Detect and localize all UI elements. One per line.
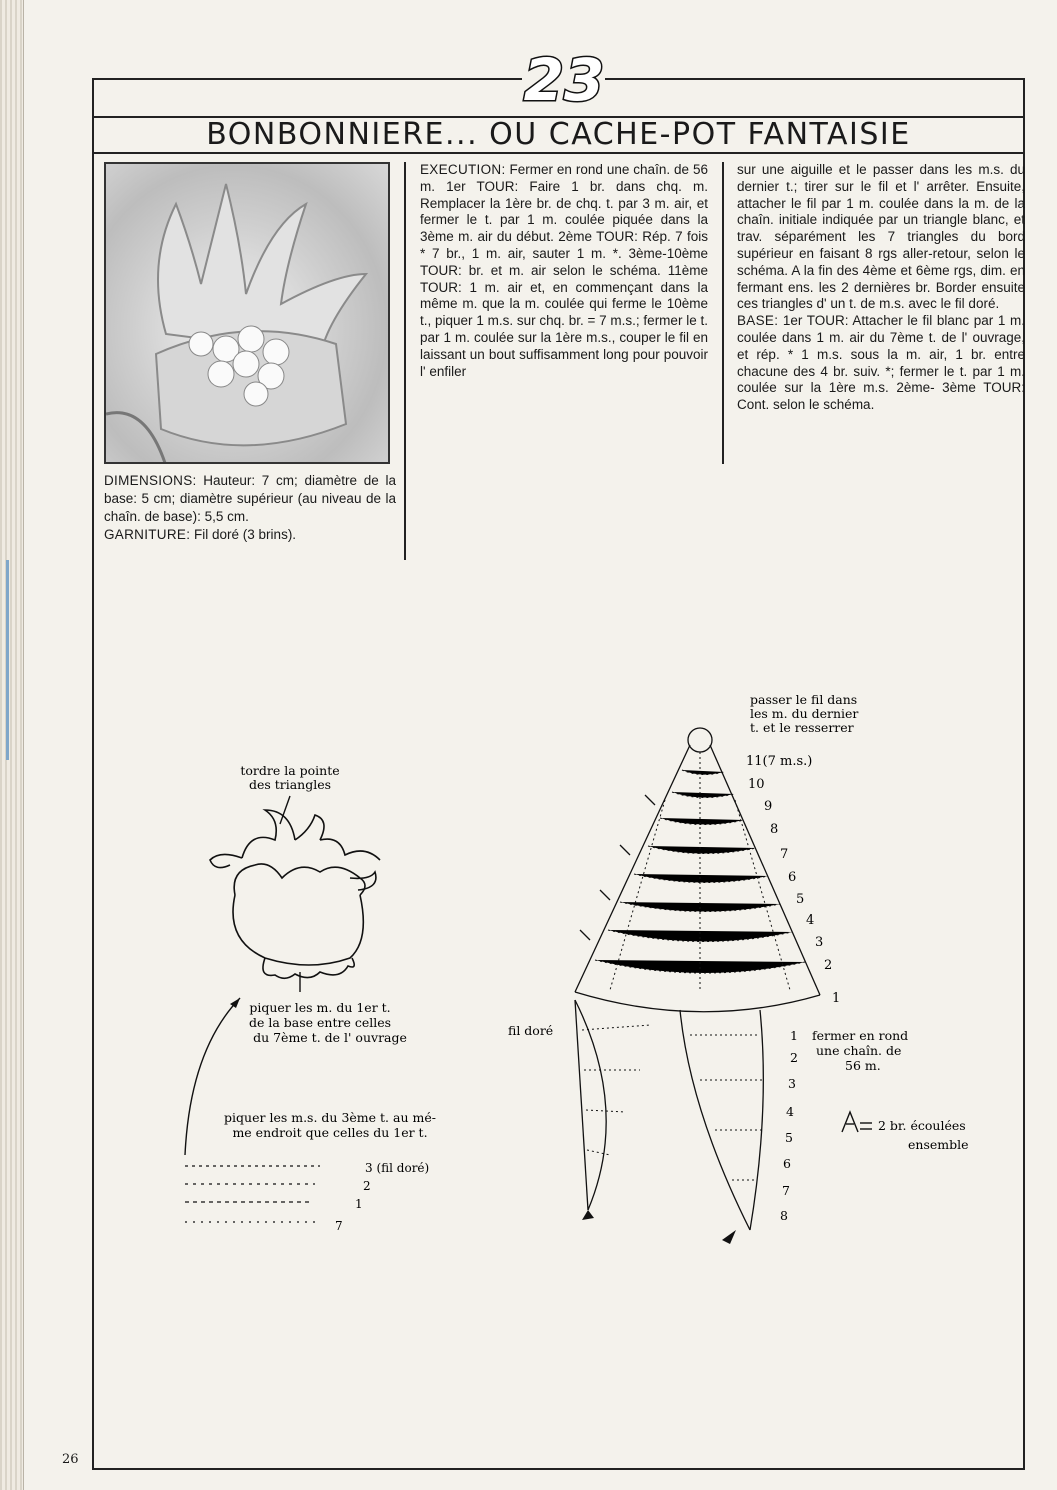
base-row-3: 3 (fil doré) xyxy=(365,1161,430,1175)
top-row-11: 11(7 m.s.) xyxy=(746,754,813,769)
decrease-symbol-icon xyxy=(842,1112,872,1132)
page-number: 26 xyxy=(62,1452,79,1467)
garniture-label: GARNITURE: xyxy=(104,527,191,542)
fil-dore-label: fil doré xyxy=(508,1023,554,1038)
dimensions-block xyxy=(104,472,396,544)
top-row-4: 4 xyxy=(806,913,815,928)
base-row-1: 1 xyxy=(355,1197,363,1211)
ms-label-1: piquer les m.s. du 3ème t. au mé- xyxy=(224,1110,436,1125)
bowl-sketch-icon xyxy=(210,810,380,978)
page-title: BONBONNIERE... OU CACHE-POT FANTAISIE xyxy=(206,117,911,152)
twist-label-1: tordre la pointe xyxy=(240,763,340,778)
pick-label-3: du 7ème t. de l' ouvrage xyxy=(253,1030,407,1045)
bottom-row-4: 4 xyxy=(786,1104,794,1119)
bottom-row-2: 2 xyxy=(790,1050,798,1065)
dimensions-label: DIMENSIONS: xyxy=(104,473,197,488)
top-row-10: 10 xyxy=(748,777,765,792)
top-row-1: 1 xyxy=(832,991,841,1006)
base-label: BASE: xyxy=(737,313,779,329)
bottom-row-8: 8 xyxy=(780,1208,788,1223)
bottom-row-5: 5 xyxy=(785,1130,793,1145)
pass-label-2: les m. du dernier xyxy=(750,706,859,721)
column-divider-2 xyxy=(722,162,724,464)
top-row-3: 3 xyxy=(815,935,824,950)
execution-block xyxy=(420,162,708,380)
close-label-3: 56 m. xyxy=(845,1058,881,1073)
title-rule-bottom xyxy=(92,152,1025,154)
bottom-row-7: 7 xyxy=(782,1183,790,1198)
twist-label-2: des triangles xyxy=(248,777,332,792)
crown-stitch-rows xyxy=(595,752,805,990)
base-diagram xyxy=(170,760,490,1240)
pass-label-1: passer le fil dans xyxy=(750,692,858,707)
bottom-row-3: 3 xyxy=(788,1076,796,1091)
ms-label-2: me endroit que celles du 1er t. xyxy=(232,1125,428,1140)
continuation-text: sur une aiguille et le passer dans les m.s. du dernier t.; tirer sur le fil et l' arrêter. Ensuite, attacher le fil par 1 m. coulée dans la m. de la chaîn. initiale indiquée par un triangle blanc, et trav. séparément les 7 triangles du bord supérieur en faisant 8 rgs aller-retour, selon le schéma. A la fin des 4ème et 6ème rgs, dim. en fermant ens. les 2 dernières br. Border ensuite ces triangles d' un t. de m.s. avec le fil doré. xyxy=(737,162,1025,312)
bottom-row-1: 1 xyxy=(790,1028,798,1043)
top-row-2: 2 xyxy=(824,958,833,973)
top-rule-right xyxy=(605,78,1025,80)
bottom-rule xyxy=(92,1468,1025,1470)
execution-text: Fermer en rond une chaîn. de 56 m. 1er TOUR: Faire 1 br. dans chq. m. Remplacer la 1ère br. de chq. t. par 3 m. air, et fermer le t. par 1 m. coulée piquée dans la 3ème m. air du début. 2ème TOUR: Rép. 7 fois * 7 br., 1 m. air, sauter 1 m. *. 3ème-10ème TOUR: br. et m. air selon le schéma. 11ème TOUR: 1 m. air et, en commençant dans la même m. que la m. coulée qui ferme le 10ème t., piquer 1 m.s. sur chq. br. = 7 m.s.; fermer le t. par 1 m. coulée sur la 1ère m.s., couper le fil en laissant un bout suffisamment long pour pouvoir l' enfiler xyxy=(420,162,708,379)
legend-text-2: ensemble xyxy=(908,1137,969,1152)
close-label-2: une chaîn. de xyxy=(816,1043,902,1058)
base-row-2: 2 xyxy=(363,1179,371,1193)
left-triangle-marker-icon xyxy=(582,1210,594,1220)
base-stitch-rows xyxy=(185,1166,320,1222)
triangle-diagram xyxy=(500,690,1000,1260)
right-triangle-marker-icon xyxy=(722,1230,736,1244)
arrow-head-icon xyxy=(230,998,240,1008)
close-label-1: fermer en rond xyxy=(812,1028,909,1043)
badge-number: 23 xyxy=(523,46,605,114)
garniture-text: Fil doré (3 brins). xyxy=(194,527,297,542)
execution-label: EXECUTION: xyxy=(420,162,506,177)
top-row-6: 6 xyxy=(788,870,797,885)
pick-label-2: de la base entre celles xyxy=(248,1015,392,1030)
lower-stitch-rows xyxy=(582,1025,762,1180)
base-text: 1er TOUR: Attacher le fil blanc par 1 m. coulée dans 1 m. air du 7ème t. de l' ouvrage, et rép. * 1 m.s. sous la m. air, 1 br. entre chacune des 4 br. suiv. *; fermer le t. par 1 m. coulée sur la 1ère m.s. 2ème- 3ème TOUR: Cont. selon le schéma. xyxy=(737,313,1025,413)
pass-label-3: t. et le resserrer xyxy=(750,720,854,735)
product-photo xyxy=(104,162,390,464)
legend-text-1: 2 br. écoulées xyxy=(878,1118,966,1133)
top-row-7: 7 xyxy=(780,847,789,862)
dimensions-text: Hauteur: 7 cm; diamètre de la base: 5 cm; diamètre supérieur (au niveau de la chaîn. de base): 5,5 cm. xyxy=(104,473,396,524)
continuation-block xyxy=(737,162,1025,414)
top-rule-left xyxy=(92,78,522,80)
page-binding-edge xyxy=(0,0,24,1490)
crochet-bowl-icon xyxy=(106,164,390,464)
top-row-8: 8 xyxy=(770,822,779,837)
pattern-number-badge xyxy=(522,44,606,114)
page-edge-mark xyxy=(6,560,9,760)
top-row-9: 9 xyxy=(764,799,773,814)
bottom-row-6: 6 xyxy=(783,1156,791,1171)
pick-label-1: piquer les m. du 1er t. xyxy=(249,1000,391,1015)
top-row-5: 5 xyxy=(796,892,805,907)
column-divider-1 xyxy=(404,162,406,560)
base-row-7: 7 xyxy=(335,1219,343,1233)
